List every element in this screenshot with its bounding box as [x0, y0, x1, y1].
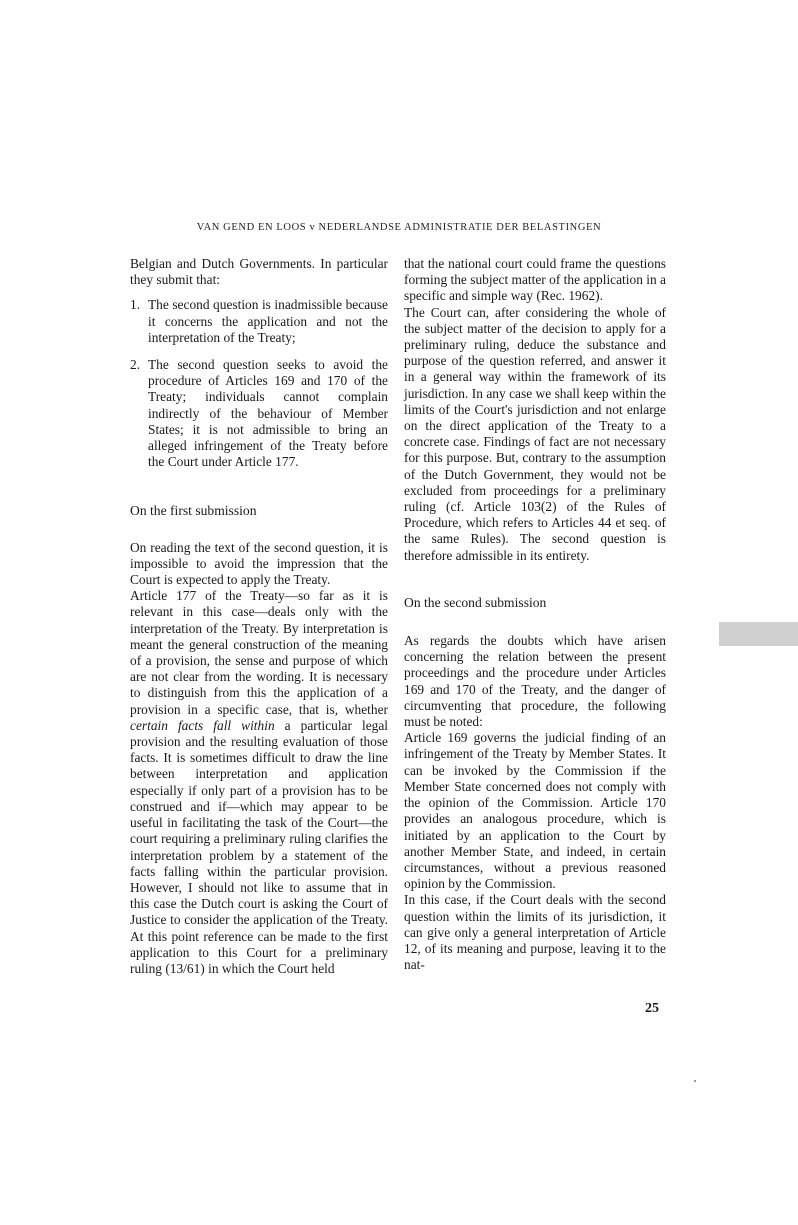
list-item-number: 1.	[130, 297, 141, 313]
list-item	[130, 297, 388, 346]
paragraph: that the national court could frame the questions forming the subject matter of the application in a specific and simple way (Rec. 1962).	[404, 256, 666, 304]
list-item-text: The second question seeks to avoid the procedure of Articles 169 and 170 of the Treaty; individuals cannot complain indirectly of the behaviour of Member States; it is not admissible to bring an alleged infringement of the Treaty before the Court under Article 177.	[148, 357, 388, 470]
right-column	[404, 256, 666, 973]
paragraph: Article 169 governs the judicial finding of an infringement of the Treaty by Member States. It can be invoked by the Commission if the Member State concerned does not comply with the opinion of the Commission. Article 170 provides an analogous procedure, which is initiated by an application to the Court by another Member State, and indeed, in certain circumstances, without a previous reasoned opinion by the Commission.	[404, 730, 666, 892]
emphasis-text: certain facts fall within	[130, 717, 275, 733]
paragraph: The Court can, after considering the whole of the subject matter of the decision to apply for a preliminary ruling, deduce the substance and purpose of the question referred, and answer it in a general way within the framework of its jurisdiction. In any case we shall keep within the limits of the Court's jurisdiction and not enlarge on the direct application of the Treaty to a concrete case. Findings of fact are not necessary for this purpose. But, contrary to the assumption of the Dutch Government, they would not be excluded from proceedings for a preliminary ruling (cf. Article 103(2) of the Rules of Procedure, which refers to Articles 44 et seq. of the same Rules). The second question is therefore admissible in its entirety.	[404, 304, 666, 563]
list-item	[130, 357, 388, 470]
intro-paragraph: Belgian and Dutch Governments. In particular they submit that:	[130, 256, 388, 288]
page-number: 25	[645, 1001, 659, 1016]
submissions-list	[130, 297, 388, 470]
paragraph: As regards the doubts which have arisen concerning the relation between the present proceedings and the procedure under Articles 169 and 170 of the Treaty, and the danger of circumventing that procedure, the following must be noted:	[404, 633, 666, 730]
paragraph-text: Article 177 of the Treaty—so far as it is relevant in this case—deals only with the interpretation of the Treaty. By interpretation is meant the general construction of the meaning of a provision, the sense and purpose of which are not clear from the wording. It is necessary to distinguish from this the application of a provision in a specific case, that is, whether	[130, 588, 388, 717]
running-head: VAN GEND EN LOOS v NEDERLANDSE ADMINISTRATIE DER BELASTINGEN	[196, 222, 602, 233]
list-item-number: 2.	[130, 357, 141, 373]
side-tab-marker	[719, 622, 798, 646]
section-heading-second-submission: On the second submission	[404, 594, 547, 610]
list-item-text: The second question is inadmissible because it concerns the application and not the interpretation of the Treaty;	[148, 297, 388, 345]
left-column	[130, 256, 388, 977]
paragraph-text: a particular legal provision and the resulting evaluation of those facts. It is sometimes difficult to draw the line between interpretation and application especially if only part of a provision has to be construed and if—which may appear to be useful in facilitating the task of the Court—the court requiring a preliminary ruling clarifies the interpretation problem by a statement of the facts falling within the particular provision. However, I should not like to assume that in this case the Dutch court is asking the Court of Justice to consider the application of the Treaty. At this point reference can be made to the first application to this Court for a preliminary ruling (13/61) in which the Court held	[130, 717, 389, 976]
paragraph	[130, 588, 388, 977]
paragraph: In this case, if the Court deals with the second question within the limits of its jurisdiction, it can give only a general interpretation of Article 12, of its meaning and purpose, leaving it to the nat-	[404, 892, 666, 973]
speck-mark	[694, 1080, 696, 1082]
section-heading-first-submission: On the first submission	[130, 503, 257, 519]
paragraph: On reading the text of the second question, it is impossible to avoid the impression that the Court is expected to apply the Treaty.	[130, 539, 388, 588]
